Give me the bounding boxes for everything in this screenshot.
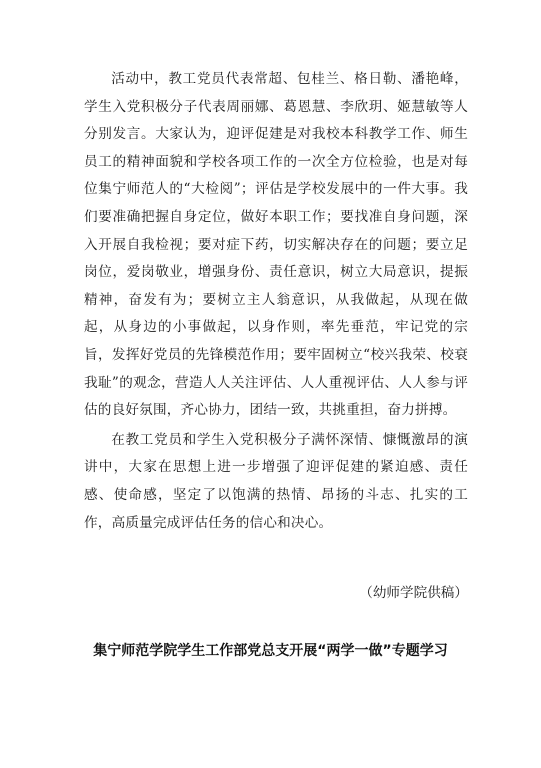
article-source: （幼师学院供稿） xyxy=(359,585,468,601)
article-body xyxy=(84,66,468,537)
next-article-title: 集宁师范学院学生工作部党总支开展“两学一做”专题学习 xyxy=(93,643,448,659)
article-paragraph-1: 活动中，教工党员代表常超、包桂兰、格日勒、潘艳峰，学生入党积极分子代表周丽娜、葛恩慧、李欣玥、姬慧敏等人分别发言。大家认为，迎评促建是对我校本科教学工作、师生员工的精神面貌和学校各项工作的一次全方位检验，也是对每位集宁师范人的“大检阅”；评估是学校发展中的一件大事。我们要准确把握自身定位，做好本职工作；要找准自身问题，深入开展自我检视；要对症下药，切实解决存在的问题；要立足岗位，爱岗敬业，增强身份、责任意识，树立大局意识，提振精神，奋发有为；要树立主人翁意识，从我做起，从现在做起，从身边的小事做起，以身作则，率先垂范，牢记党的宗旨，发挥好党员的先锋模范作用；要牢固树立“校兴我荣、校衰我耻”的观念，营造人人关注评估、人人重视评估、人人参与评估的良好氛围，齐心协力，团结一致，共挑重担，奋力拼搏。 xyxy=(84,71,468,419)
article-paragraph-2: 在教工党员和学生入党积极分子满怀深情、慷慨激昂的演讲中，大家在思想上进一步增强了迎评促建的紧迫感、责任感、使命感，坚定了以饱满的热情、昂扬的斗志、扎实的工作，高质量完成评估任务的信心和决心。 xyxy=(84,431,468,531)
